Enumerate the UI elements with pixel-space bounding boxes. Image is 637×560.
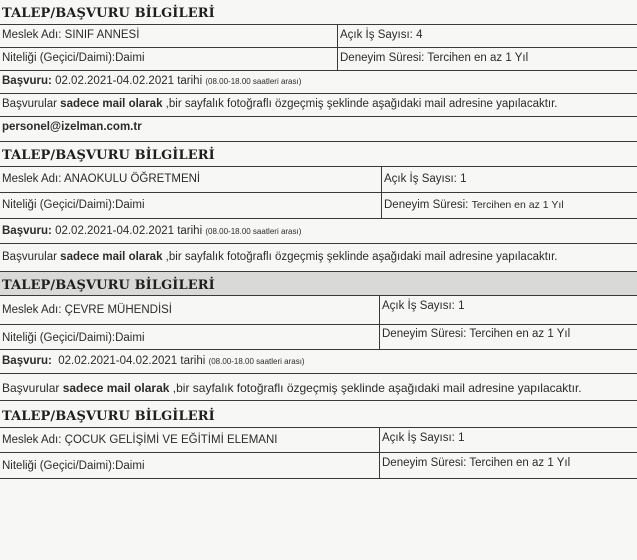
basvuru-dates: 02.02.2021-04.02.2021 tarihi: [55, 75, 203, 87]
basvuru-line: [0, 350, 637, 374]
meslek-value: ÇOCUK GELİŞİMİ VE EĞİTİMİ ELEMANI: [64, 434, 278, 446]
listing-section-3: [0, 272, 637, 401]
instruction-bold: sadece mail olarak: [60, 251, 163, 263]
nitelik-value: Daimi: [115, 460, 145, 472]
section-header: TALEP/BAŞVURU BİLGİLERİ: [0, 142, 637, 167]
instruction-suffix: ,bir sayfalık fotoğraflı özgeçmiş şeklinde aşağıdaki mail adresine yapılacaktır.: [165, 251, 558, 263]
nitelik-value: Daimi: [115, 199, 145, 211]
acik-is-value: 1: [458, 300, 465, 312]
meslek-label: Meslek Adı:: [2, 173, 62, 185]
nitelik-value: Daimi: [115, 52, 145, 64]
nitelik-row: [0, 325, 637, 350]
nitelik-cell: [0, 453, 380, 478]
basvuru-line: [0, 71, 637, 94]
nitelik-label: Niteliği (Geçici/Daimi):: [2, 52, 116, 64]
deneyim-cell: [382, 193, 637, 218]
instruction-line: [0, 244, 637, 272]
nitelik-cell: [0, 325, 380, 349]
meslek-value: ANAOKULU ÖĞRETMENİ: [64, 173, 201, 185]
meslek-cell: [0, 25, 338, 47]
instruction-line: [0, 374, 637, 401]
deneyim-value: Tercihen en az 1 Yıl: [471, 199, 564, 211]
instruction-bold: sadece mail olarak: [62, 381, 170, 395]
meslek-label: Meslek Adı:: [2, 434, 62, 446]
basvuru-label: Başvuru:: [2, 355, 52, 367]
meslek-label: Meslek Adı:: [2, 29, 62, 41]
basvuru-hours: (08.00-18.00 saatleri arası): [208, 357, 305, 366]
nitelik-label: Niteliği (Geçici/Daimi):: [2, 199, 116, 211]
basvuru-dates: 02.02.2021-04.02.2021 tarihi: [55, 225, 203, 237]
meslek-row: [0, 25, 637, 48]
meslek-cell: [0, 167, 382, 192]
nitelik-row: [0, 453, 637, 479]
acik-is-label: Açık İş Sayısı:: [340, 29, 413, 41]
basvuru-label: Başvuru:: [2, 75, 52, 87]
acik-is-label: Açık İş Sayısı:: [384, 173, 457, 185]
listing-section-2: [0, 142, 637, 272]
instruction-prefix: Başvurular: [2, 98, 57, 110]
nitelik-label: Niteliği (Geçici/Daimi):: [2, 332, 116, 344]
meslek-cell: [0, 428, 380, 452]
nitelik-label: Niteliği (Geçici/Daimi):: [2, 460, 116, 472]
nitelik-row: [0, 193, 637, 219]
meslek-value: ÇEVRE MÜHENDİSİ: [64, 304, 173, 316]
deneyim-cell: [338, 48, 637, 70]
deneyim-value: Tercihen en az 1 Yıl: [469, 328, 571, 340]
nitelik-cell: [0, 193, 382, 218]
basvuru-hours: (08.00-18.00 saatleri arası): [205, 227, 302, 236]
deneyim-label: Deneyim Süresi:: [384, 199, 469, 211]
nitelik-cell: [0, 48, 338, 70]
deneyim-label: Deneyim Süresi:: [340, 52, 425, 64]
instruction-bold: sadece mail olarak: [60, 98, 163, 110]
meslek-value: SINIF ANNESİ: [64, 29, 140, 41]
nitelik-value: Daimi: [115, 332, 145, 344]
deneyim-label: Deneyim Süresi:: [382, 457, 467, 469]
listing-section-1: [0, 0, 637, 142]
deneyim-cell: [380, 453, 637, 478]
acik-is-label: Açık İş Sayısı:: [382, 432, 455, 444]
instruction-prefix: Başvurular: [2, 251, 57, 263]
instruction-line: [0, 94, 637, 117]
basvuru-line: [0, 219, 637, 244]
instruction-suffix: ,bir sayfalık fotoğraflı özgeçmiş şeklinde aşağıdaki mail adresine yapılacaktır.: [172, 381, 582, 395]
acik-is-cell: [338, 25, 637, 47]
deneyim-value: Tercihen en az 1 Yıl: [427, 52, 529, 64]
meslek-label: Meslek Adı:: [2, 304, 62, 316]
instruction-suffix: ,bir sayfalık fotoğraflı özgeçmiş şeklinde aşağıdaki mail adresine yapılacaktır.: [165, 98, 558, 110]
deneyim-label: Deneyim Süresi:: [382, 328, 467, 340]
acik-is-cell: [380, 428, 637, 452]
acik-is-cell: [380, 296, 637, 324]
acik-is-value: 1: [458, 432, 465, 444]
acik-is-cell: [382, 167, 637, 192]
acik-is-label: Açık İş Sayısı:: [382, 300, 455, 312]
section-header: TALEP/BAŞVURU BİLGİLERİ: [0, 272, 637, 296]
meslek-row: [0, 428, 637, 453]
basvuru-label: Başvuru:: [2, 225, 52, 237]
meslek-row: [0, 167, 637, 193]
acik-is-value: 1: [460, 173, 467, 185]
nitelik-row: [0, 48, 637, 71]
instruction-prefix: Başvurular: [2, 381, 60, 395]
meslek-row: [0, 296, 637, 325]
deneyim-value: Tercihen en az 1 Yıl: [469, 457, 571, 469]
section-header: TALEP/BAŞVURU BİLGİLERİ: [0, 401, 637, 428]
section-header: TALEP/BAŞVURU BİLGİLERİ: [0, 0, 637, 25]
basvuru-hours: (08.00-18.00 saatleri arası): [205, 77, 302, 86]
meslek-cell: [0, 296, 380, 324]
email-address[interactable]: personel@izelman.com.tr: [2, 121, 142, 133]
basvuru-dates: 02.02.2021-04.02.2021 tarihi: [58, 355, 206, 367]
deneyim-cell: [380, 325, 637, 349]
listing-section-4: [0, 401, 637, 479]
acik-is-value: 4: [416, 29, 423, 41]
email-line: [0, 117, 637, 142]
